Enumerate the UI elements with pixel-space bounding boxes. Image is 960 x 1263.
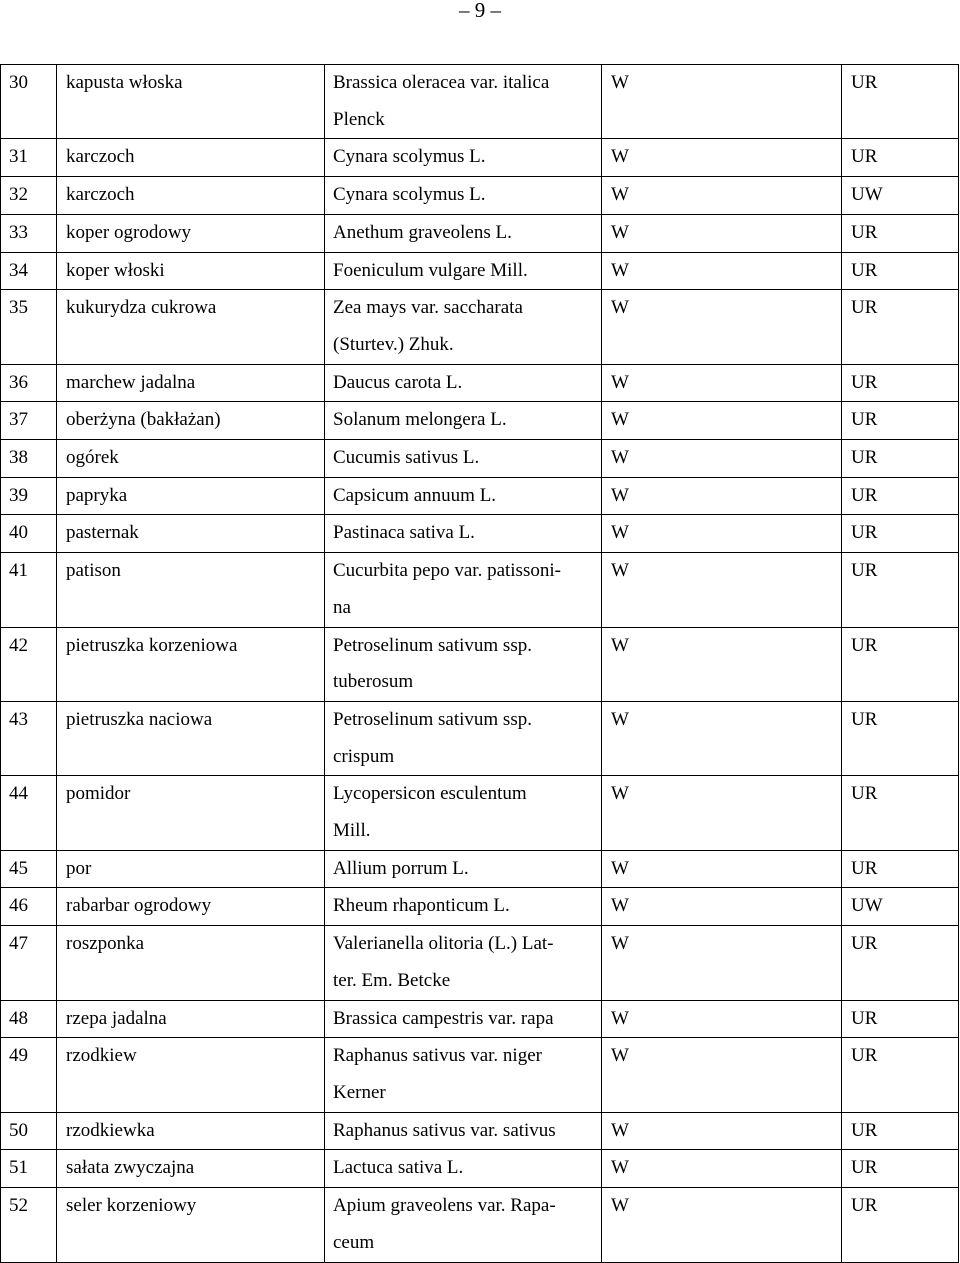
latin-name-line: Plenck [333, 108, 385, 130]
status-code-cell: UW [842, 888, 959, 926]
latin-name-cell [325, 177, 602, 215]
row-number-cell: 48 [1, 1000, 57, 1038]
species-table-body [1, 65, 959, 1263]
row-number-cell: 49 [1, 1038, 57, 1112]
common-name-cell: roszponka [57, 926, 325, 1000]
table-row [1, 65, 959, 139]
code-w-cell: W [602, 553, 842, 627]
row-number-cell: 35 [1, 290, 57, 364]
code-w-cell: W [602, 402, 842, 440]
code-w-cell: W [602, 214, 842, 252]
common-name-cell: rzepa jadalna [57, 1000, 325, 1038]
code-w-cell: W [602, 65, 842, 139]
code-w-cell: W [602, 364, 842, 402]
code-w-cell: W [602, 1038, 842, 1112]
row-number-cell: 32 [1, 177, 57, 215]
table-row [1, 1038, 959, 1112]
row-number-cell: 46 [1, 888, 57, 926]
table-row [1, 364, 959, 402]
status-code-cell: UR [842, 477, 959, 515]
latin-name-line: Cynara scolymus L. [333, 146, 486, 168]
row-number-cell: 43 [1, 701, 57, 775]
table-row [1, 701, 959, 775]
common-name-cell: karczoch [57, 177, 325, 215]
status-code-cell: UR [842, 1038, 959, 1112]
code-w-cell: W [602, 1000, 842, 1038]
common-name-cell: karczoch [57, 139, 325, 177]
latin-name-line: Valerianella olitoria (L.) Lat- [333, 933, 554, 955]
common-name-cell: papryka [57, 477, 325, 515]
status-code-cell: UR [842, 1000, 959, 1038]
latin-name-cell [325, 477, 602, 515]
row-number-cell: 37 [1, 402, 57, 440]
common-name-cell: pietruszka korzeniowa [57, 627, 325, 701]
row-number-cell: 33 [1, 214, 57, 252]
latin-name-cell [325, 440, 602, 478]
row-number-cell: 52 [1, 1188, 57, 1262]
latin-name-cell [325, 252, 602, 290]
table-row [1, 139, 959, 177]
row-number-cell: 38 [1, 440, 57, 478]
latin-name-line: Allium porrum L. [333, 857, 469, 879]
code-w-cell: W [602, 776, 842, 850]
table-row [1, 177, 959, 215]
table-row [1, 926, 959, 1000]
latin-name-line: Petroselinum sativum ssp. [333, 708, 532, 730]
page-number: – 9 – [459, 0, 501, 22]
common-name-cell: kukurydza cukrowa [57, 290, 325, 364]
table-row [1, 553, 959, 627]
table-row [1, 440, 959, 478]
status-code-cell: UR [842, 515, 959, 553]
common-name-cell: rzodkiew [57, 1038, 325, 1112]
latin-name-line: Cucurbita pepo var. patissoni- [333, 560, 561, 582]
latin-name-cell [325, 776, 602, 850]
row-number-cell: 39 [1, 477, 57, 515]
latin-name-line: Cucumis sativus L. [333, 447, 480, 469]
latin-name-line: (Sturtev.) Zhuk. [333, 333, 454, 355]
latin-name-line: Daucus carota L. [333, 371, 463, 393]
latin-name-line: Brassica oleracea var. italica [333, 72, 550, 93]
row-number-cell: 50 [1, 1112, 57, 1150]
row-number-cell: 31 [1, 139, 57, 177]
latin-name-line: ceum [333, 1231, 375, 1253]
latin-name-cell [325, 402, 602, 440]
latin-name-line: Solanum melongera L. [333, 409, 507, 431]
row-number-cell: 34 [1, 252, 57, 290]
common-name-cell: pomidor [57, 776, 325, 850]
common-name-cell: sałata zwyczajna [57, 1150, 325, 1188]
latin-name-line: Mill. [333, 820, 371, 842]
latin-name-line: Raphanus sativus var. sativus [333, 1119, 556, 1141]
latin-name-cell [325, 926, 602, 1000]
common-name-cell: kapusta włoska [57, 65, 325, 139]
status-code-cell: UR [842, 364, 959, 402]
common-name-cell: patison [57, 553, 325, 627]
common-name-cell: koper ogrodowy [57, 214, 325, 252]
latin-name-line: crispum [333, 745, 395, 767]
latin-name-line: Foeniculum vulgare Mill. [333, 259, 528, 281]
status-code-cell: UR [842, 850, 959, 888]
table-row [1, 1188, 959, 1262]
row-number-cell: 42 [1, 627, 57, 701]
status-code-cell: UR [842, 252, 959, 290]
latin-name-cell [325, 1188, 602, 1262]
latin-name-line: Raphanus sativus var. niger [333, 1045, 542, 1067]
row-number-cell: 36 [1, 364, 57, 402]
latin-name-line: ter. Em. Betcke [333, 969, 451, 991]
table-row [1, 402, 959, 440]
common-name-cell: seler korzeniowy [57, 1188, 325, 1262]
latin-name-cell [325, 515, 602, 553]
code-w-cell: W [602, 701, 842, 775]
latin-name-line: Capsicum annuum L. [333, 484, 497, 506]
table-row [1, 627, 959, 701]
latin-name-line: Brassica campestris var. rapa [333, 1007, 554, 1029]
table-row [1, 1112, 959, 1150]
status-code-cell: UR [842, 1150, 959, 1188]
status-code-cell: UR [842, 776, 959, 850]
latin-name-cell [325, 139, 602, 177]
code-w-cell: W [602, 627, 842, 701]
code-w-cell: W [602, 177, 842, 215]
status-code-cell: UR [842, 139, 959, 177]
code-w-cell: W [602, 926, 842, 1000]
latin-name-line: na [333, 596, 351, 618]
code-w-cell: W [602, 515, 842, 553]
latin-name-line: Lactuca sativa L. [333, 1157, 464, 1179]
status-code-cell: UR [842, 926, 959, 1000]
common-name-cell: pietruszka naciowa [57, 701, 325, 775]
latin-name-line: Apium graveolens var. Rapa- [333, 1195, 556, 1217]
common-name-cell: ogórek [57, 440, 325, 478]
table-row [1, 776, 959, 850]
latin-name-line: Pastinaca sativa L. [333, 522, 475, 544]
code-w-cell: W [602, 139, 842, 177]
latin-name-line: Petroselinum sativum ssp. [333, 634, 532, 656]
latin-name-line: Lycopersicon esculentum [333, 783, 527, 805]
common-name-cell: oberżyna (bakłażan) [57, 402, 325, 440]
latin-name-cell [325, 888, 602, 926]
latin-name-line: tuberosum [333, 671, 414, 693]
status-code-cell: UR [842, 290, 959, 364]
latin-name-cell [325, 214, 602, 252]
latin-name-line: Cynara scolymus L. [333, 184, 486, 206]
common-name-cell: rzodkiewka [57, 1112, 325, 1150]
common-name-cell: por [57, 850, 325, 888]
table-row [1, 888, 959, 926]
latin-name-cell [325, 65, 602, 139]
common-name-cell: koper włoski [57, 252, 325, 290]
latin-name-cell [325, 1112, 602, 1150]
latin-name-cell [325, 553, 602, 627]
table-row [1, 214, 959, 252]
code-w-cell: W [602, 252, 842, 290]
row-number-cell: 30 [1, 65, 57, 139]
status-code-cell: UR [842, 1188, 959, 1262]
status-code-cell: UR [842, 214, 959, 252]
status-code-cell: UW [842, 177, 959, 215]
code-w-cell: W [602, 290, 842, 364]
status-code-cell: UR [842, 553, 959, 627]
code-w-cell: W [602, 888, 842, 926]
latin-name-cell [325, 364, 602, 402]
code-w-cell: W [602, 1150, 842, 1188]
latin-name-cell [325, 1038, 602, 1112]
status-code-cell: UR [842, 65, 959, 139]
common-name-cell: pasternak [57, 515, 325, 553]
latin-name-line: Rheum rhaponticum L. [333, 895, 510, 917]
species-table [0, 64, 959, 1263]
status-code-cell: UR [842, 440, 959, 478]
table-row [1, 850, 959, 888]
latin-name-cell [325, 701, 602, 775]
status-code-cell: UR [842, 627, 959, 701]
table-row [1, 1000, 959, 1038]
latin-name-cell [325, 850, 602, 888]
table-row [1, 1150, 959, 1188]
table-row [1, 290, 959, 364]
latin-name-cell [325, 1150, 602, 1188]
row-number-cell: 51 [1, 1150, 57, 1188]
table-row [1, 252, 959, 290]
status-code-cell: UR [842, 1112, 959, 1150]
row-number-cell: 41 [1, 553, 57, 627]
row-number-cell: 40 [1, 515, 57, 553]
latin-name-line: Kerner [333, 1081, 386, 1103]
status-code-cell: UR [842, 701, 959, 775]
code-w-cell: W [602, 1112, 842, 1150]
common-name-cell: rabarbar ogrodowy [57, 888, 325, 926]
latin-name-cell [325, 627, 602, 701]
code-w-cell: W [602, 1188, 842, 1262]
code-w-cell: W [602, 850, 842, 888]
row-number-cell: 45 [1, 850, 57, 888]
row-number-cell: 44 [1, 776, 57, 850]
code-w-cell: W [602, 477, 842, 515]
common-name-cell: marchew jadalna [57, 364, 325, 402]
latin-name-cell [325, 1000, 602, 1038]
latin-name-cell [325, 290, 602, 364]
row-number-cell: 47 [1, 926, 57, 1000]
latin-name-line: Anethum graveolens L. [333, 221, 512, 243]
table-row [1, 515, 959, 553]
code-w-cell: W [602, 440, 842, 478]
table-row [1, 477, 959, 515]
status-code-cell: UR [842, 402, 959, 440]
latin-name-line: Zea mays var. saccharata [333, 297, 523, 319]
